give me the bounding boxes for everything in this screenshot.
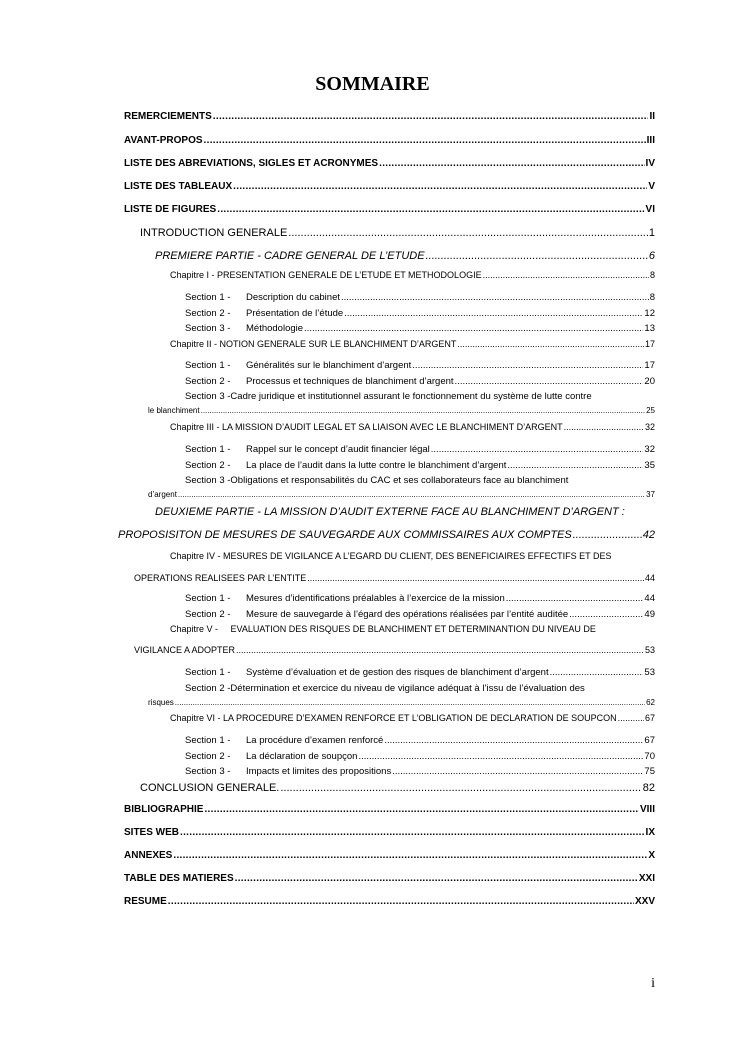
toc-entry-chapter4[interactable] xyxy=(170,552,611,561)
toc-entry-continuation[interactable] xyxy=(148,699,655,707)
toc-page: 1 xyxy=(648,227,655,239)
toc-entry-section[interactable] xyxy=(185,361,655,371)
toc-page: X xyxy=(648,850,655,861)
toc-label: Rappel sur le concept d’audit financier légal xyxy=(246,444,430,455)
section-number: Section 1 - xyxy=(185,292,231,303)
toc-label: Chapitre I - PRESENTATION GENERALE DE L’ETUDE ET METHODOLOGIE xyxy=(170,270,482,280)
section-number: Section 2 - xyxy=(185,683,231,694)
section-number: Section 3 - xyxy=(185,475,231,486)
toc-page: 44 xyxy=(644,573,655,583)
toc-label: OPERATIONS REALISEES PAR L’ENTITE xyxy=(134,573,307,583)
toc-label: Cadre juridique et institutionnel assurant le fonctionnement du système de lutte contre xyxy=(230,391,592,402)
toc-page: V xyxy=(648,181,655,192)
toc-label: RESUME xyxy=(124,896,167,907)
toc-entry-part2[interactable] xyxy=(155,507,625,518)
toc-label: LISTE DES TABLEAUX xyxy=(124,181,233,192)
toc-entry-section[interactable] xyxy=(185,445,655,455)
toc-page: 53 xyxy=(644,667,655,678)
toc-entry-section[interactable] xyxy=(185,324,655,334)
toc-entry-chapter6[interactable] xyxy=(170,714,655,723)
toc-entry-resume[interactable] xyxy=(124,897,655,907)
toc-entry-section[interactable] xyxy=(185,293,655,303)
toc-label: LISTE DE FIGURES xyxy=(124,204,217,215)
toc-entry-section[interactable] xyxy=(185,309,655,319)
toc-page: 13 xyxy=(644,323,655,334)
toc-entry-remerciements[interactable] xyxy=(124,112,655,122)
toc-page: 49 xyxy=(644,609,655,620)
toc-label: Processus et techniques de blanchiment d’argent xyxy=(246,376,454,387)
toc-entry-chapter5-continuation[interactable] xyxy=(134,646,655,655)
toc-entry-section[interactable] xyxy=(185,767,655,777)
toc-entry-annexes[interactable] xyxy=(124,851,655,861)
toc-page: VIII xyxy=(639,804,655,815)
toc-page: XXI xyxy=(638,873,655,884)
toc-page: 70 xyxy=(644,751,655,762)
toc-label: Impacts et limites des propositions xyxy=(246,766,392,777)
toc-label: LISTE DES ABREVIATIONS, SIGLES ET ACRONYMES xyxy=(124,158,379,169)
toc-entry-section[interactable] xyxy=(185,610,655,620)
toc-page: 17 xyxy=(644,339,655,349)
toc-label: REMERCIEMENTS xyxy=(124,111,212,122)
toc-entry-continuation[interactable] xyxy=(148,491,655,499)
toc-label: PROPOSISITON DE MESURES DE SAUVEGARDE AUX COMMISSAIRES AUX COMPTES xyxy=(118,529,572,541)
toc-entry-figures[interactable] xyxy=(124,205,655,215)
toc-page: 37 xyxy=(646,490,655,499)
toc-label: Présentation de l’étude xyxy=(246,308,344,319)
toc-label: Chapitre III - LA MISSION D’AUDIT LEGAL ET SA LIAISON AVEC LE BLANCHIMENT D’ARGENT xyxy=(170,422,563,432)
toc-entry-section[interactable] xyxy=(185,752,655,762)
toc-label: BIBLIOGRAPHIE xyxy=(124,804,204,815)
toc-page: 32 xyxy=(644,422,655,432)
toc-label: Chapitre IV - MESURES DE VIGILANCE A L’EGARD DU CLIENT, DES BENEFICIAIRES EFFECTIFS ET DES xyxy=(170,551,612,561)
toc-label: INTRODUCTION GENERALE xyxy=(140,227,288,239)
toc-label: ANNEXES xyxy=(124,850,173,861)
toc-label: La procédure d’examen renforcé xyxy=(246,735,384,746)
toc-page: 67 xyxy=(644,713,655,723)
toc-entry-section[interactable] xyxy=(185,476,568,486)
toc-entry-part1[interactable] xyxy=(155,251,655,262)
toc-label: Mesure de sauvegarde à l’égard des opérations réalisées par l’entité auditée xyxy=(246,609,569,620)
toc-label: Système d’évaluation et de gestion des risques de blanchiment d’argent xyxy=(246,667,549,678)
toc-page: 82 xyxy=(642,782,655,794)
toc-label: Généralités sur le blanchiment d’argent xyxy=(246,360,412,371)
section-number: Section 3 - xyxy=(185,391,231,402)
toc-entry-abreviations[interactable] xyxy=(124,159,655,169)
toc-page: 12 xyxy=(644,308,655,319)
toc-page: II xyxy=(649,111,655,122)
toc-page: IV xyxy=(645,158,655,169)
toc-entry-chapter4-continuation[interactable] xyxy=(134,574,655,583)
toc-entry-bibliographie[interactable] xyxy=(124,805,655,815)
toc-entry-section[interactable] xyxy=(185,461,655,471)
toc-page: 35 xyxy=(644,460,655,471)
section-number: Section 1 - xyxy=(185,444,231,455)
section-number: Section 2 - xyxy=(185,308,231,319)
toc-entry-chapter1[interactable] xyxy=(170,271,655,280)
toc-entry-section[interactable] xyxy=(185,736,655,746)
toc-label: DEUXIEME PARTIE - LA MISSION D’AUDIT EXTERNE FACE AU BLANCHIMENT D’ARGENT : xyxy=(155,506,625,518)
section-number: Section 2 - xyxy=(185,609,231,620)
toc-page: 8 xyxy=(649,292,655,303)
toc-label: La place de l’audit dans la lutte contre le blanchiment d’argent xyxy=(246,460,507,471)
toc-page: 8 xyxy=(649,270,655,280)
toc-label: d’argent xyxy=(148,490,177,499)
toc-label: TABLE DES MATIERES xyxy=(124,873,234,884)
toc-label: Description du cabinet xyxy=(246,292,340,303)
toc-entry-avant-propos[interactable] xyxy=(124,136,655,146)
toc-label: CONCLUSION GENERALE. xyxy=(140,782,280,794)
toc-entry-section[interactable] xyxy=(185,684,585,694)
toc-label: Chapitre II - NOTION GENERALE SUR LE BLANCHIMENT D’ARGENT xyxy=(170,339,457,349)
toc-page: 42 xyxy=(642,529,655,541)
toc-label: Chapitre VI - LA PROCEDURE D’EXAMEN RENFORCE ET L’OBLIGATION DE DECLARATION DE SOUPCON xyxy=(170,713,617,723)
toc-label: AVANT-PROPOS xyxy=(124,135,203,146)
section-number: Section 3 - xyxy=(185,766,231,777)
section-number: Section 2 - xyxy=(185,376,231,387)
toc-entry-section[interactable] xyxy=(185,668,655,678)
toc-page: 17 xyxy=(644,360,655,371)
toc-entry-tableaux[interactable] xyxy=(124,182,655,192)
section-number: Section 1 - xyxy=(185,593,231,604)
toc-label: La déclaration de soupçon xyxy=(246,751,358,762)
section-number: Section 3 - xyxy=(185,323,231,334)
section-number: Section 2 - xyxy=(185,751,231,762)
toc-page: 75 xyxy=(644,766,655,777)
toc-label: Méthodologie xyxy=(246,323,304,334)
toc-entry-introduction[interactable] xyxy=(140,228,655,239)
toc-entry-section[interactable] xyxy=(185,594,655,604)
toc-entry-chapter3[interactable] xyxy=(170,423,655,432)
toc-entry-table-des-matieres[interactable] xyxy=(124,874,655,884)
toc-label: Chapitre V - EVALUATION DES RISQUES DE BLANCHIMENT ET DETERMINANTION DU NIVEAU DE xyxy=(170,624,596,634)
toc-page: 20 xyxy=(644,376,655,387)
toc-entry-chapter5[interactable] xyxy=(170,625,596,634)
section-number: Section 1 - xyxy=(185,360,231,371)
toc-entry-section[interactable] xyxy=(185,392,592,402)
page-number: i xyxy=(651,976,655,991)
toc-label: PREMIERE PARTIE - CADRE GENERAL DE L’ETUDE xyxy=(155,250,425,262)
toc-page: 25 xyxy=(646,406,655,415)
toc-page: XXV xyxy=(634,896,655,907)
toc-entry-conclusion[interactable] xyxy=(140,783,655,794)
toc-page: 6 xyxy=(648,250,655,262)
toc-entry-section[interactable] xyxy=(185,377,655,387)
toc-page: 44 xyxy=(644,593,655,604)
toc-page: III xyxy=(646,135,655,146)
toc-page: VI xyxy=(645,204,655,215)
toc-label: risques xyxy=(148,698,174,707)
toc-entry-continuation[interactable] xyxy=(148,407,655,415)
section-number: Section 1 - xyxy=(185,735,231,746)
toc-page: 62 xyxy=(646,698,655,707)
toc-page: 53 xyxy=(644,645,655,655)
toc-label: Obligations et responsabilités du CAC et ses collaborateurs face au blanchiment xyxy=(230,475,569,486)
toc-label: le blanchiment xyxy=(148,406,200,415)
section-number: Section 1 - xyxy=(185,667,231,678)
toc-entry-chapter2[interactable] xyxy=(170,340,655,349)
toc-page: IX xyxy=(645,827,655,838)
toc-label: SITES WEB xyxy=(124,827,180,838)
toc-entry-part2-continuation[interactable] xyxy=(118,530,655,541)
toc-page: 32 xyxy=(644,444,655,455)
page-title: SOMMAIRE xyxy=(315,73,430,95)
toc-label: Mesures d’identifications préalables à l’exercice de la mission xyxy=(246,593,505,604)
toc-entry-sites-web[interactable] xyxy=(124,828,655,838)
toc-label: Détermination et exercice du niveau de vigilance adéquat à l’issu de l’évaluation des xyxy=(230,683,585,694)
toc-label: VIGILANCE A ADOPTER xyxy=(134,645,236,655)
section-number: Section 2 - xyxy=(185,460,231,471)
toc-page: 67 xyxy=(644,735,655,746)
